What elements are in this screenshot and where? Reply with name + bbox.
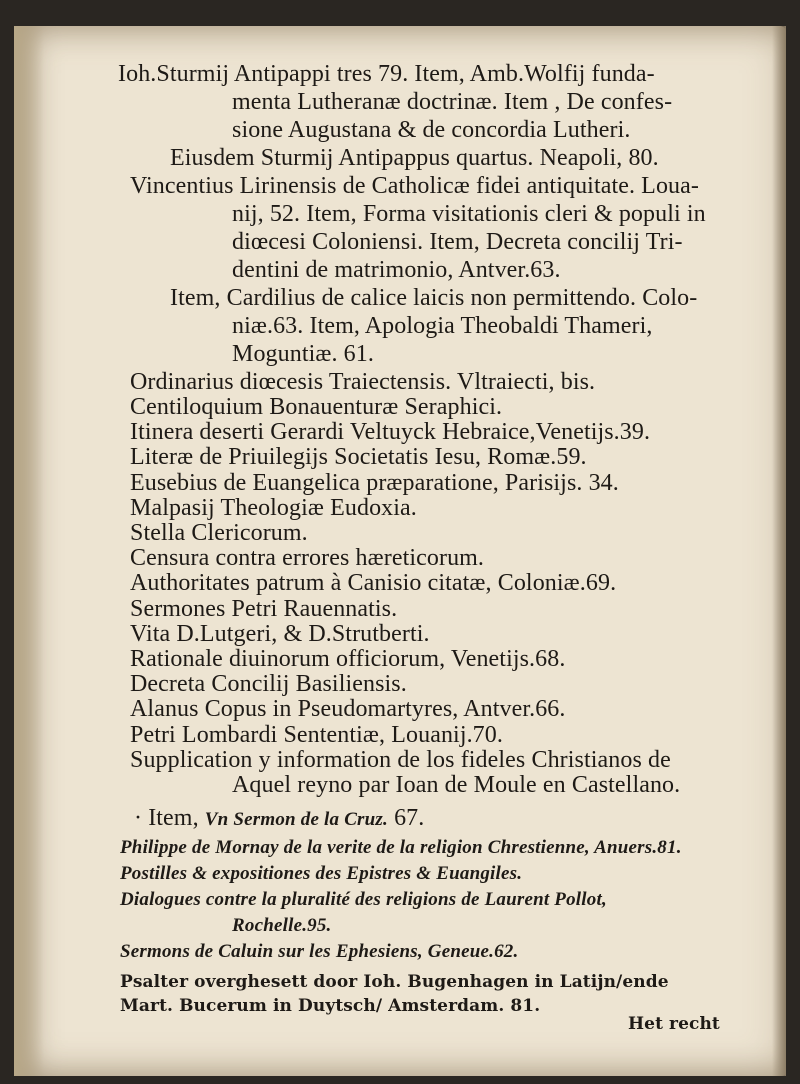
text-line: diœcesi Coloniensi. Item, Decreta concilij Tri- [232, 229, 683, 255]
text-line: menta Lutheranæ doctrinæ. Item , De confes- [232, 89, 673, 115]
text-line: Moguntiæ. 61. [232, 341, 374, 367]
text-line: Centiloquium Bonauenturæ Seraphici. [130, 394, 503, 420]
text-line: Psalter overghesett door Ioh. Bugenhagen in Latijn/ende Mart. Bucerum in Duytsch/ Amsterdam. 81. [120, 972, 669, 1016]
text-line: Supplication y information de los fideles Christianos de [130, 747, 671, 773]
text-line: sione Augustana & de concordia Lutheri. [232, 117, 631, 143]
text-line: niæ.63. Item, Apologia Theobaldi Thameri, [232, 313, 653, 339]
text-line: Rationale diuinorum officiorum, Venetijs.68. [130, 646, 566, 672]
text-line: Eusebius de Euangelica præparatione, Parisijs. 34. [130, 470, 619, 496]
text-line: Philippe de Mornay de la verite de la religion Chrestienne, Anuers.81. [120, 837, 682, 858]
text-line: Postilles & expositiones des Epistres & Euangiles. [120, 863, 523, 884]
text-line: Vita D.Lutgeri, & D.Strutberti. [130, 621, 430, 647]
text-line: Aquel reyno par Ioan de Moule en Castellano. [232, 772, 681, 798]
item-line [134, 804, 424, 834]
text-line: Malpasij Theologiæ Eudoxia. [130, 495, 417, 521]
text-line: Ordinarius diœcesis Traiectensis. Vltraiecti, bis. [130, 369, 596, 395]
book-page [14, 26, 786, 1076]
text-line: Vincentius Lirinensis de Catholicæ fidei antiquitate. Loua- [130, 173, 699, 199]
text-line: nij, 52. Item, Forma visitationis cleri & populi in [232, 201, 706, 227]
text-line: Sermones Petri Rauennatis. [130, 596, 398, 622]
text-line: Sermons de Caluin sur les Ephesiens, Geneue.62. [120, 941, 519, 962]
text-line: Decreta Concilij Basiliensis. [130, 671, 407, 697]
text-line: Stella Clericorum. [130, 520, 308, 546]
text-line: Itinera deserti Gerardi Veltuyck Hebraice,Venetijs.39. [130, 419, 651, 445]
text-line: Ioh.Sturmij Antipappi tres 79. Item, Amb.Wolfij funda- [118, 61, 655, 87]
item-year: 67. [394, 805, 425, 831]
text-line: Rochelle.95. [232, 915, 332, 936]
catchword: Het recht [628, 1014, 720, 1034]
item-prefix: · Item, [134, 805, 199, 831]
text-line: Petri Lombardi Sententiæ, Louanij.70. [130, 722, 503, 748]
text-line: Dialogues contre la pluralité des religions de Laurent Pollot, [120, 889, 607, 910]
item-title: Vn Sermon de la Cruz. [204, 809, 388, 830]
text-line: dentini de matrimonio, Antver.63. [232, 257, 561, 283]
text-line: Literæ de Priuilegijs Societatis Iesu, Romæ.59. [130, 444, 587, 470]
text-line: Eiusdem Sturmij Antipappus quartus. Neapoli, 80. [170, 145, 659, 171]
text-block [14, 26, 786, 1076]
text-line: Item, Cardilius de calice laicis non permittendo. Colo- [170, 285, 698, 311]
text-line: Authoritates patrum à Canisio citatæ, Coloniæ.69. [130, 570, 617, 596]
text-line: Censura contra errores hæreticorum. [130, 545, 485, 571]
text-line: Alanus Copus in Pseudomartyres, Antver.66. [130, 696, 566, 722]
